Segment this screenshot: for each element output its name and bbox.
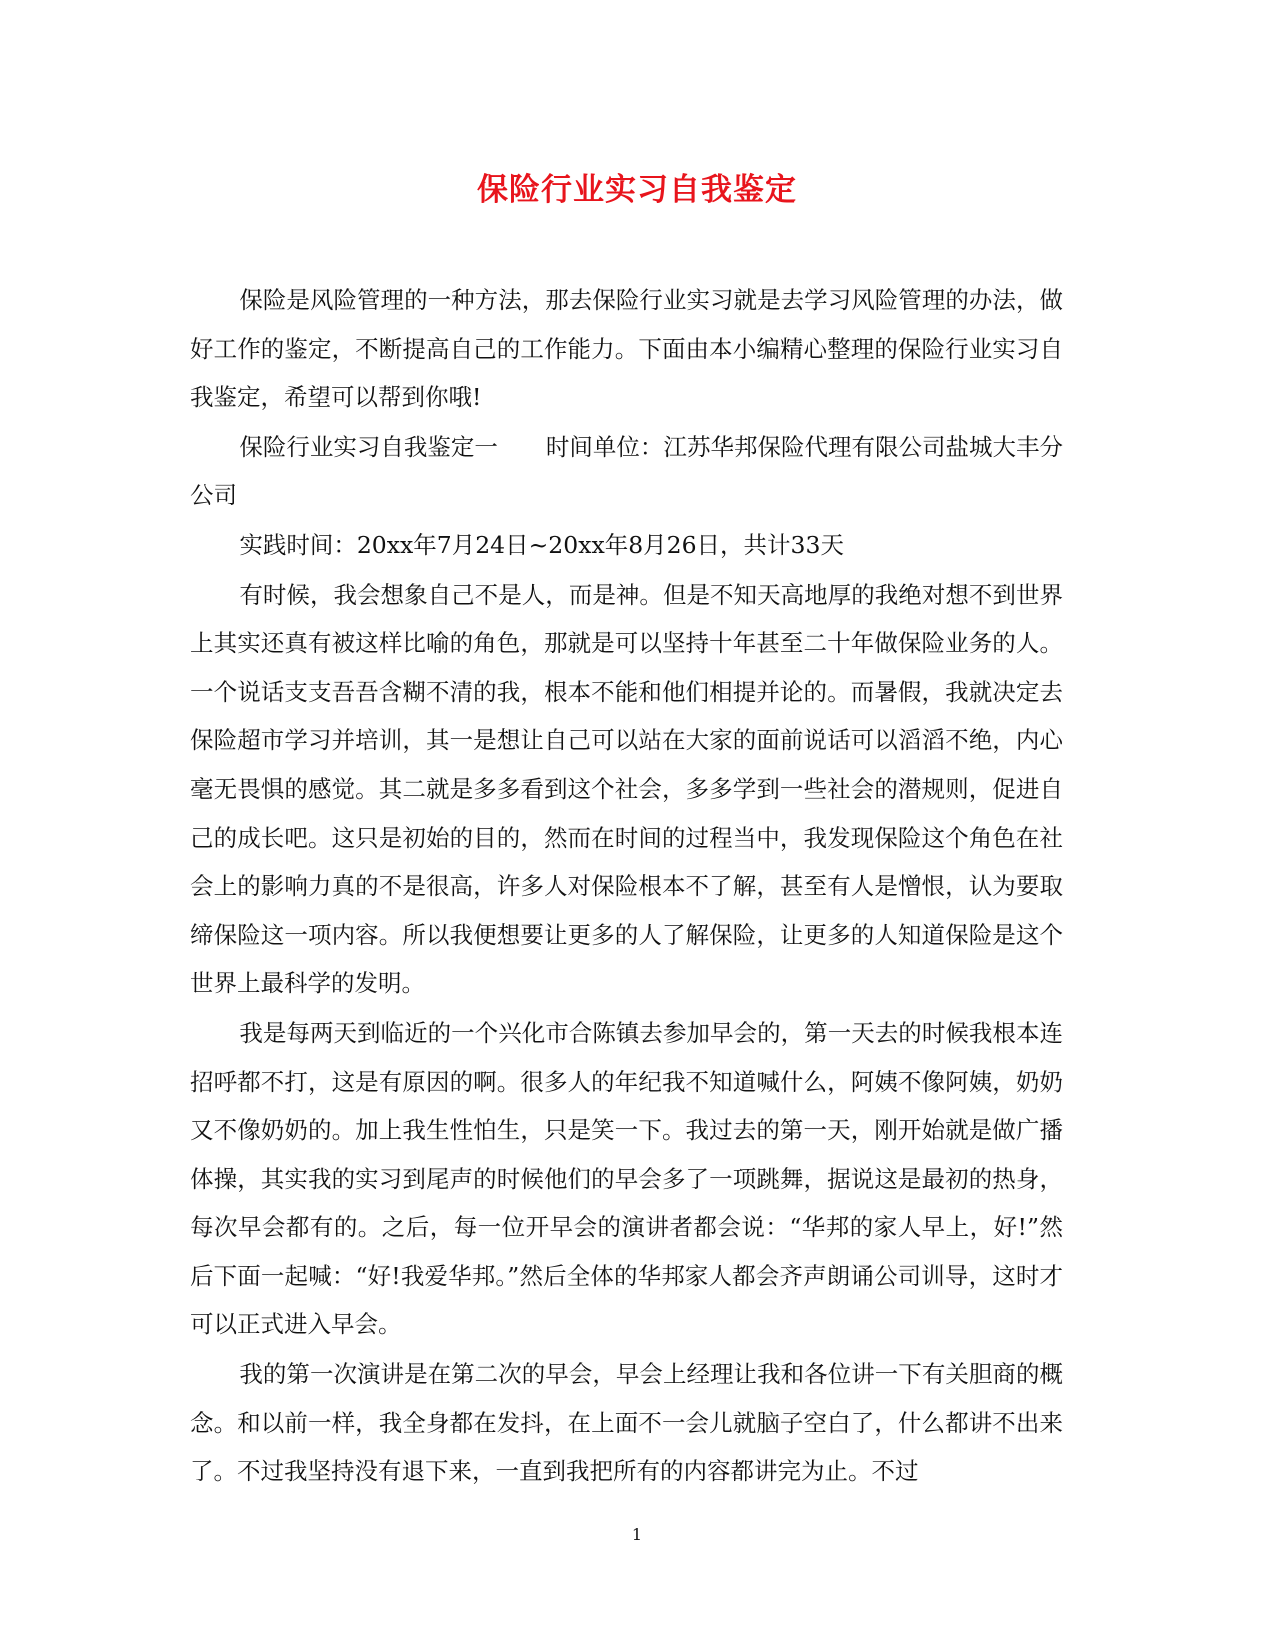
section-heading: 保险行业实习自我鉴定一 [239, 432, 498, 461]
paragraph-body-3: 我的第一次演讲是在第二次的早会，早会上经理让我和各位讲一下有关胆商的概念。和以前一样，我全身都在发抖，在上面不一会儿就脑子空白了，什么都讲不出来了。不过我坚持没有退下来，一直到我把所有的内容都讲完为止。不过 [190, 1360, 1063, 1486]
unit-text: 时间单位：江苏华邦保险代理有限公司盐城大丰分公司 [190, 432, 1064, 510]
document-body [190, 276, 1063, 1497]
document-title: 保险行业实习自我鉴定 [477, 172, 797, 208]
paragraph-practice-time: 实践时间：20xx年7月24日~20xx年8月26日，共计33天 [239, 530, 844, 559]
paragraph-meta [190, 423, 1063, 520]
paragraph-body-2: 我是每两天到临近的一个兴化市合陈镇去参加早会的，第一天去的时候我根本连招呼都不打，这是有原因的啊。很多人的年纪我不知道喊什么，阿姨不像阿姨，奶奶又不像奶奶的。加上我生性怕生，只是笑一下。我过去的第一天，刚开始就是做广播体操，其实我的实习到尾声的时候他们的早会多了一项跳舞，据说这是最初的热身，每次早会都有的。之后，每一位开早会的演讲者都会说：“华邦的家人早上，好!”然后下面一起喊：“好!我爱华邦。”然后全体的华邦家人都会齐声朗诵公司训导，这时才可以正式进入早会。 [190, 1018, 1063, 1339]
paragraph-intro: 保险是风险管理的一种方法，那去保险行业实习就是去学习风险管理的办法，做好工作的鉴定，不断提高自己的工作能力。下面由本小编精心整理的保险行业实习自我鉴定，希望可以帮到你哦! [190, 286, 1063, 412]
paragraph-body-1: 有时候，我会想象自己不是人，而是神。但是不知天高地厚的我绝对想不到世界上其实还真有被这样比喻的角色，那就是可以坚持十年甚至二十年做保险业务的人。一个说话支支吾吾含糊不清的我，根本不能和他们相提并论的。而暑假，我就决定去保险超市学习并培训，其一是想让自己可以站在大家的面前说话可以滔滔不绝，内心毫无畏惧的感觉。其二就是多多看到这个社会，多多学到一些社会的潜规则，促进自己的成长吧。这只是初始的目的，然而在时间的过程当中，我发现保险这个角色在社会上的影响力真的不是很高，许多人对保险根本不了解，甚至有人是憎恨，认为要取缔保险这一项内容。所以我便想要让更多的人了解保险，让更多的人知道保险是这个世界上最科学的发明。 [190, 580, 1063, 998]
page-number: 1 [631, 1525, 643, 1544]
